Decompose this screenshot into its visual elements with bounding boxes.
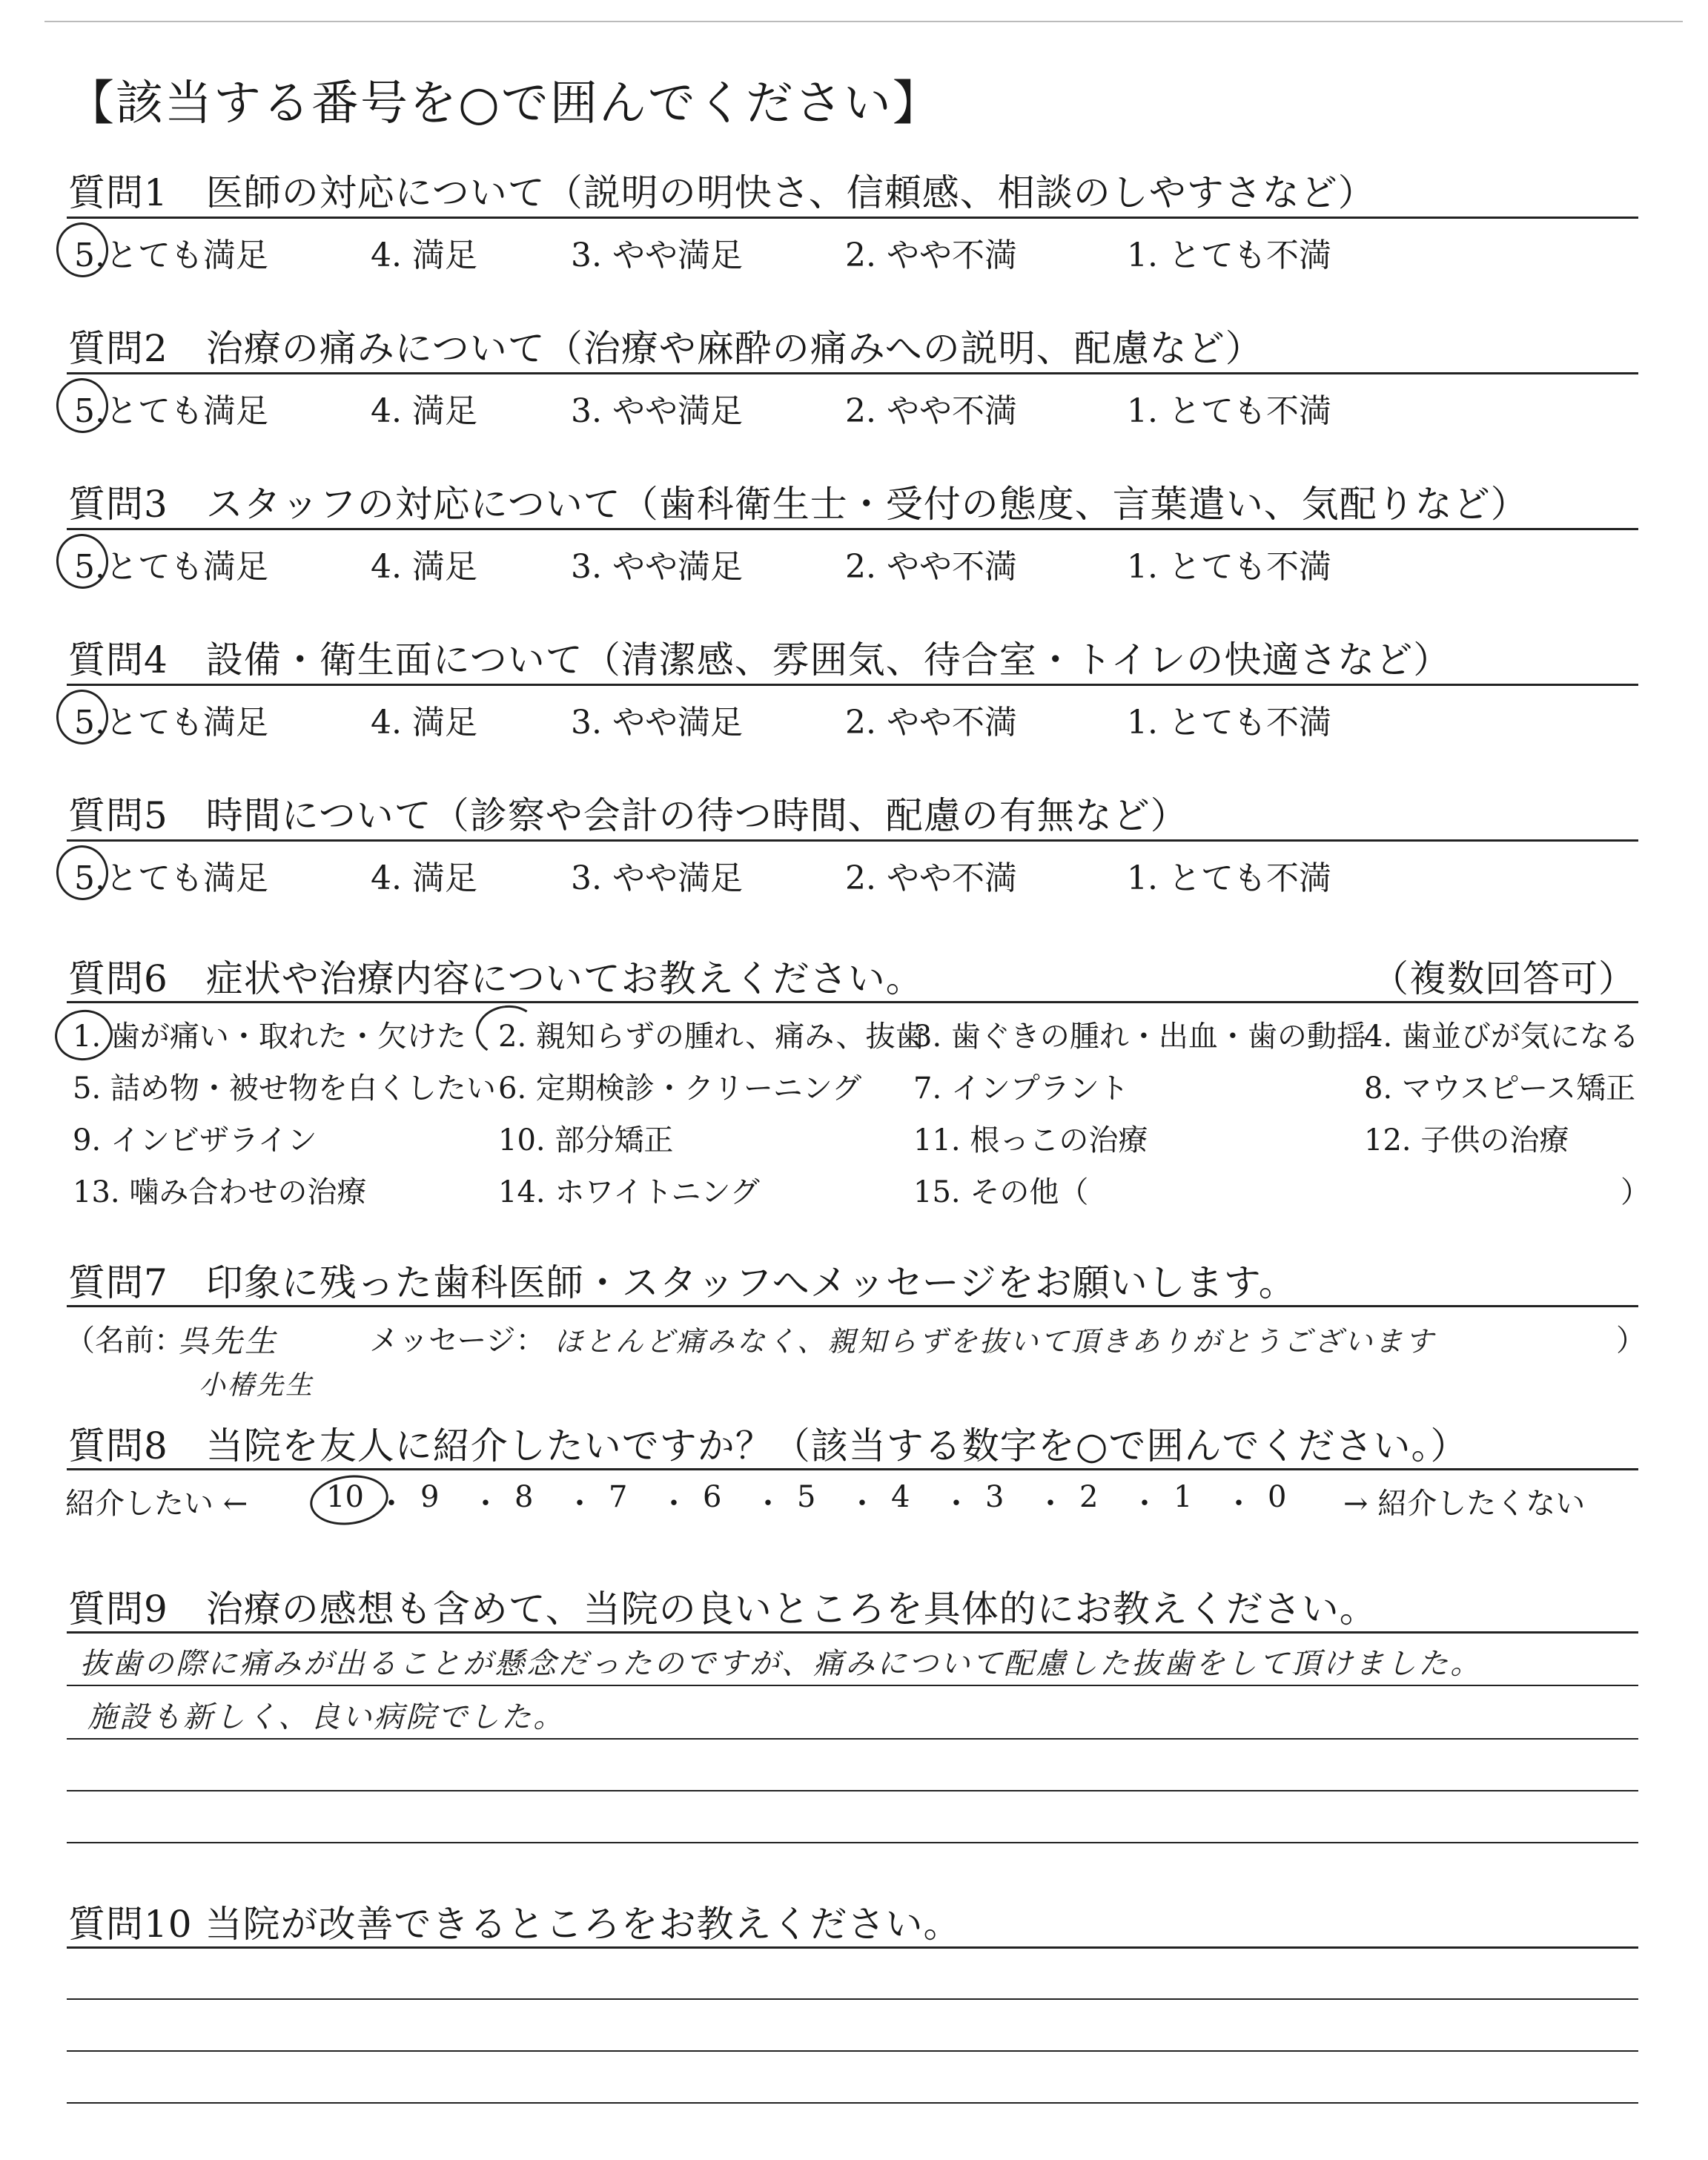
- scale-separator: ・: [1036, 1487, 1065, 1521]
- question-5-rule: [67, 839, 1638, 842]
- q6-rule: [67, 1001, 1638, 1003]
- scale-separator: ・: [471, 1487, 500, 1521]
- scale-value-0[interactable]: 0: [1268, 1480, 1287, 1514]
- q9-answer-line-1[interactable]: 抜歯の際に痛みが出ることが懸念だったのですが、痛みについて配慮した抜歯をして頂けました。: [80, 1647, 1483, 1681]
- question-1-label: 質問1 医師の対応について（説明の明快さ、信頼感、相談のしやすさなど）: [68, 171, 1376, 214]
- question-2-option-5[interactable]: 5.とても満足: [74, 392, 268, 430]
- scale-value-8[interactable]: 8: [514, 1480, 534, 1514]
- question-4-rule: [67, 684, 1638, 686]
- q9-answer-rule-3: [67, 1790, 1638, 1791]
- q6-option-14[interactable]: 14. ホワイトニング: [498, 1175, 760, 1209]
- scale-value-5[interactable]: 5: [797, 1480, 816, 1514]
- q9-answer-line-2[interactable]: 施設も新しく、良い病院でした。: [87, 1700, 566, 1734]
- question-1-option-3[interactable]: 3. やや満足: [571, 237, 743, 274]
- q7-name-value-2[interactable]: 小椿先生: [199, 1370, 315, 1401]
- question-4-option-5[interactable]: 5.とても満足: [74, 704, 268, 742]
- q6-option-10[interactable]: 10. 部分矯正: [498, 1123, 674, 1157]
- q6-option-2[interactable]: 2. 親知らずの腫れ、痛み、抜歯: [498, 1020, 925, 1054]
- q8-rule: [67, 1468, 1638, 1470]
- question-3-rule: [67, 528, 1638, 530]
- q6-option-3[interactable]: 3. 歯ぐきの腫れ・出血・歯の動揺: [913, 1020, 1366, 1054]
- q6-option-4[interactable]: 4. 歯並びが気になる: [1364, 1020, 1639, 1054]
- q10-label: 質問10 当院が改善できるところをお教えください。: [68, 1903, 961, 1946]
- scale-value-6[interactable]: 6: [703, 1480, 722, 1514]
- q6-option-12[interactable]: 12. 子供の治療: [1364, 1123, 1569, 1157]
- scale-value-3[interactable]: 3: [985, 1480, 1004, 1514]
- q7-rule: [67, 1305, 1638, 1307]
- q10-answer-rule-1: [67, 1998, 1638, 2000]
- q7-name-label: （名前：: [65, 1324, 184, 1358]
- q9-answer-rule-1: [67, 1685, 1638, 1686]
- question-5-option-3[interactable]: 3. やや満足: [571, 859, 743, 897]
- question-5-label: 質問5 時間について（診察や会計の待つ時間、配慮の有無など）: [68, 794, 1188, 837]
- question-4-option-3[interactable]: 3. やや満足: [571, 704, 743, 742]
- q6-option-1[interactable]: 1. 歯が痛い・取れた・欠けた: [73, 1020, 466, 1054]
- question-1-option-4[interactable]: 4. 満足: [371, 237, 477, 274]
- question-1-option-2[interactable]: 2. やや不満: [845, 237, 1017, 274]
- page-title: 【該当する番号を○で囲んでください】: [67, 76, 941, 131]
- scale-separator: ・: [377, 1487, 406, 1521]
- question-4-option-4[interactable]: 4. 満足: [371, 704, 477, 742]
- q7-close-paren: ）: [1616, 1324, 1646, 1358]
- q6-option-15[interactable]: 15. その他（: [913, 1175, 1089, 1209]
- q7-message-value[interactable]: ほとんど痛みなく、親知らずを抜いて頂きありがとうございます: [555, 1325, 1436, 1358]
- q9-label: 質問9 治療の感想も含めて、当院の良いところを具体的にお教えください。: [68, 1588, 1377, 1631]
- q6-note: （複数回答可）: [1371, 957, 1636, 1000]
- scale-value-2[interactable]: 2: [1079, 1480, 1099, 1514]
- question-2-option-2[interactable]: 2. やや不満: [845, 392, 1017, 430]
- q6-option-7[interactable]: 7. インプラント: [913, 1071, 1129, 1106]
- question-3-option-4[interactable]: 4. 満足: [371, 548, 477, 586]
- q7-message-label: メッセージ：: [369, 1324, 546, 1358]
- question-2-rule: [67, 372, 1638, 374]
- question-5-option-1[interactable]: 1. とても不満: [1127, 859, 1331, 897]
- q6-option-15-close: ）: [1621, 1175, 1650, 1209]
- q6-option-5[interactable]: 5. 詰め物・被せ物を白くしたい: [73, 1071, 496, 1106]
- scale-separator: ・: [1130, 1487, 1159, 1521]
- question-2-option-3[interactable]: 3. やや満足: [571, 392, 743, 430]
- question-2-option-1[interactable]: 1. とても不満: [1127, 392, 1331, 430]
- q10-answer-rule-2: [67, 2050, 1638, 2052]
- q10-rule: [67, 1946, 1638, 1949]
- question-5-option-5[interactable]: 5.とても満足: [74, 859, 268, 897]
- scan-top-edge: [44, 21, 1683, 22]
- q6-label: 質問6 症状や治療内容についてお教えください。: [68, 957, 924, 1000]
- q7-label: 質問7 印象に残った歯科医師・スタッフへメッセージをお願いします。: [68, 1261, 1297, 1304]
- q6-option-13[interactable]: 13. 噛み合わせの治療: [73, 1175, 367, 1209]
- q8-right-label: → 紹介したくない: [1343, 1487, 1586, 1521]
- scale-value-1[interactable]: 1: [1174, 1480, 1193, 1514]
- scale-separator: ・: [847, 1487, 877, 1521]
- q7-name-value-1[interactable]: 呉先生: [178, 1323, 279, 1359]
- question-3-option-3[interactable]: 3. やや満足: [571, 548, 743, 586]
- question-3-option-5[interactable]: 5.とても満足: [74, 548, 268, 586]
- scale-separator: ・: [941, 1487, 971, 1521]
- scale-separator: ・: [659, 1487, 689, 1521]
- q6-option-8[interactable]: 8. マウスピース矯正: [1364, 1071, 1636, 1106]
- q6-option-11[interactable]: 11. 根っこの治療: [913, 1123, 1148, 1157]
- q9-answer-rule-4: [67, 1842, 1638, 1843]
- question-2-label: 質問2 治療の痛みについて（治療や麻酔の痛みへの説明、配慮など）: [68, 327, 1263, 370]
- question-1-option-1[interactable]: 1. とても不満: [1127, 237, 1331, 274]
- scale-separator: ・: [753, 1487, 783, 1521]
- scale-value-7[interactable]: 7: [609, 1480, 628, 1514]
- question-3-option-1[interactable]: 1. とても不満: [1127, 548, 1331, 586]
- q9-rule: [67, 1631, 1638, 1634]
- q6-option-6[interactable]: 6. 定期検診・クリーニング: [498, 1071, 862, 1106]
- question-1-rule: [67, 217, 1638, 219]
- q8-left-label: 紹介したい ←: [65, 1487, 248, 1521]
- question-3-option-2[interactable]: 2. やや不満: [845, 548, 1017, 586]
- question-3-label: 質問3 スタッフの対応について（歯科衛生士・受付の態度、言葉遣い、気配りなど）: [68, 483, 1529, 526]
- question-5-option-2[interactable]: 2. やや不満: [845, 859, 1017, 897]
- question-5-option-4[interactable]: 4. 満足: [371, 859, 477, 897]
- scale-separator: ・: [1224, 1487, 1254, 1521]
- q9-answer-rule-2: [67, 1738, 1638, 1740]
- scale-separator: ・: [565, 1487, 595, 1521]
- question-2-option-4[interactable]: 4. 満足: [371, 392, 477, 430]
- scale-value-4[interactable]: 4: [891, 1480, 910, 1514]
- scale-value-10[interactable]: 10: [326, 1480, 364, 1514]
- question-4-option-1[interactable]: 1. とても不満: [1127, 704, 1331, 742]
- q10-answer-rule-3: [67, 2102, 1638, 2104]
- question-1-option-5[interactable]: 5.とても満足: [74, 237, 268, 274]
- question-4-option-2[interactable]: 2. やや不満: [845, 704, 1017, 742]
- q6-option-9[interactable]: 9. インビザライン: [73, 1123, 317, 1157]
- q8-label: 質問8 当院を友人に紹介したいですか？（該当する数字を○で囲んでください。）: [68, 1424, 1469, 1467]
- scale-value-9[interactable]: 9: [420, 1480, 440, 1514]
- question-4-label: 質問4 設備・衛生面について（清潔感、雰囲気、待合室・トイレの快適さなど）: [68, 638, 1452, 681]
